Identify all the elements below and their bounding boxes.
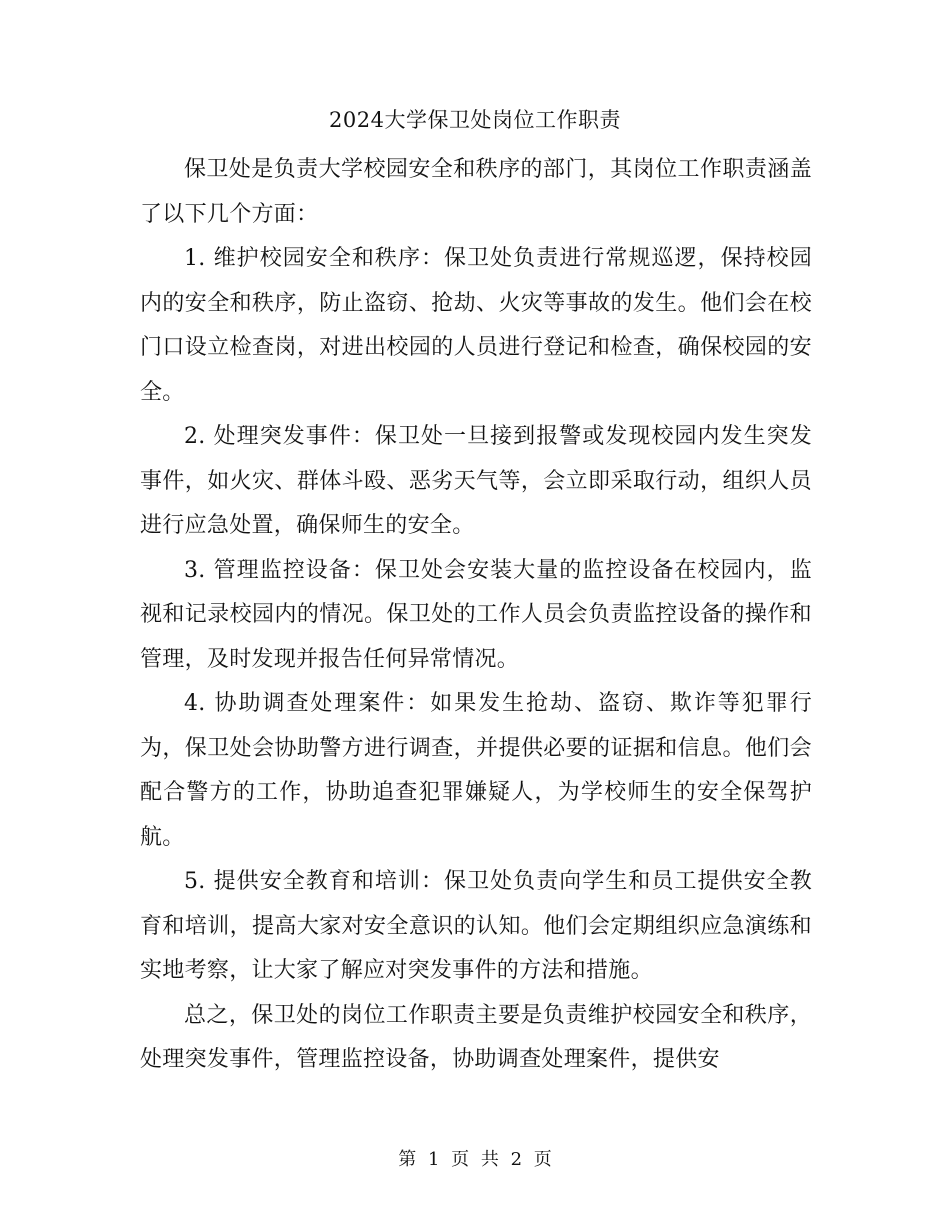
duty-3-paragraph: 3. 管理监控设备：保卫处会安装大量的监控设备在校园内，监视和记录校园内的情况。保卫处的工作人员会负责监控设备的操作和管理，及时发现并报告任何异常情况。 — [140, 557, 812, 672]
summary-paragraph: 总之，保卫处的岗位工作职责主要是负责维护校园安全和秩序，处理突发事件，管理监控设备，协助调查处理案件，提供安 — [140, 1002, 812, 1072]
document-title: 2024大学保卫处岗位工作职责 — [329, 108, 621, 132]
duty-4-paragraph: 4. 协助调查处理案件：如果发生抢劫、盗窃、欺诈等犯罪行为，保卫处会协助警方进行调查，并提供必要的证据和信息。他们会配合警方的工作，协助追查犯罪嫌疑人，为学校师生的安全保驾护航。 — [140, 691, 812, 850]
page-indicator: 第 1 页 共 2 页 — [398, 1149, 552, 1170]
document-body — [140, 148, 812, 1083]
duty-2-paragraph: 2. 处理突发事件：保卫处一旦接到报警或发现校园内发生突发事件，如火灾、群体斗殴、恶劣天气等，会立即采取行动，组织人员进行应急处置，确保师生的安全。 — [140, 424, 812, 538]
duty-5-paragraph: 5. 提供安全教育和培训：保卫处负责向学生和员工提供安全教育和培训，提高大家对安全意识的认知。他们会定期组织应急演练和实地考察，让大家了解应对突发事件的方法和措施。 — [140, 869, 812, 983]
intro-paragraph: 保卫处是负责大学校园安全和秩序的部门，其岗位工作职责涵盖了以下几个方面： — [140, 157, 812, 227]
duty-1-paragraph: 1. 维护校园安全和秩序：保卫处负责进行常规巡逻，保持校园内的安全和秩序，防止盗窃、抢劫、火灾等事故的发生。他们会在校门口设立检查岗，对进出校园的人员进行登记和检查，确保校园的安全。 — [140, 246, 812, 405]
